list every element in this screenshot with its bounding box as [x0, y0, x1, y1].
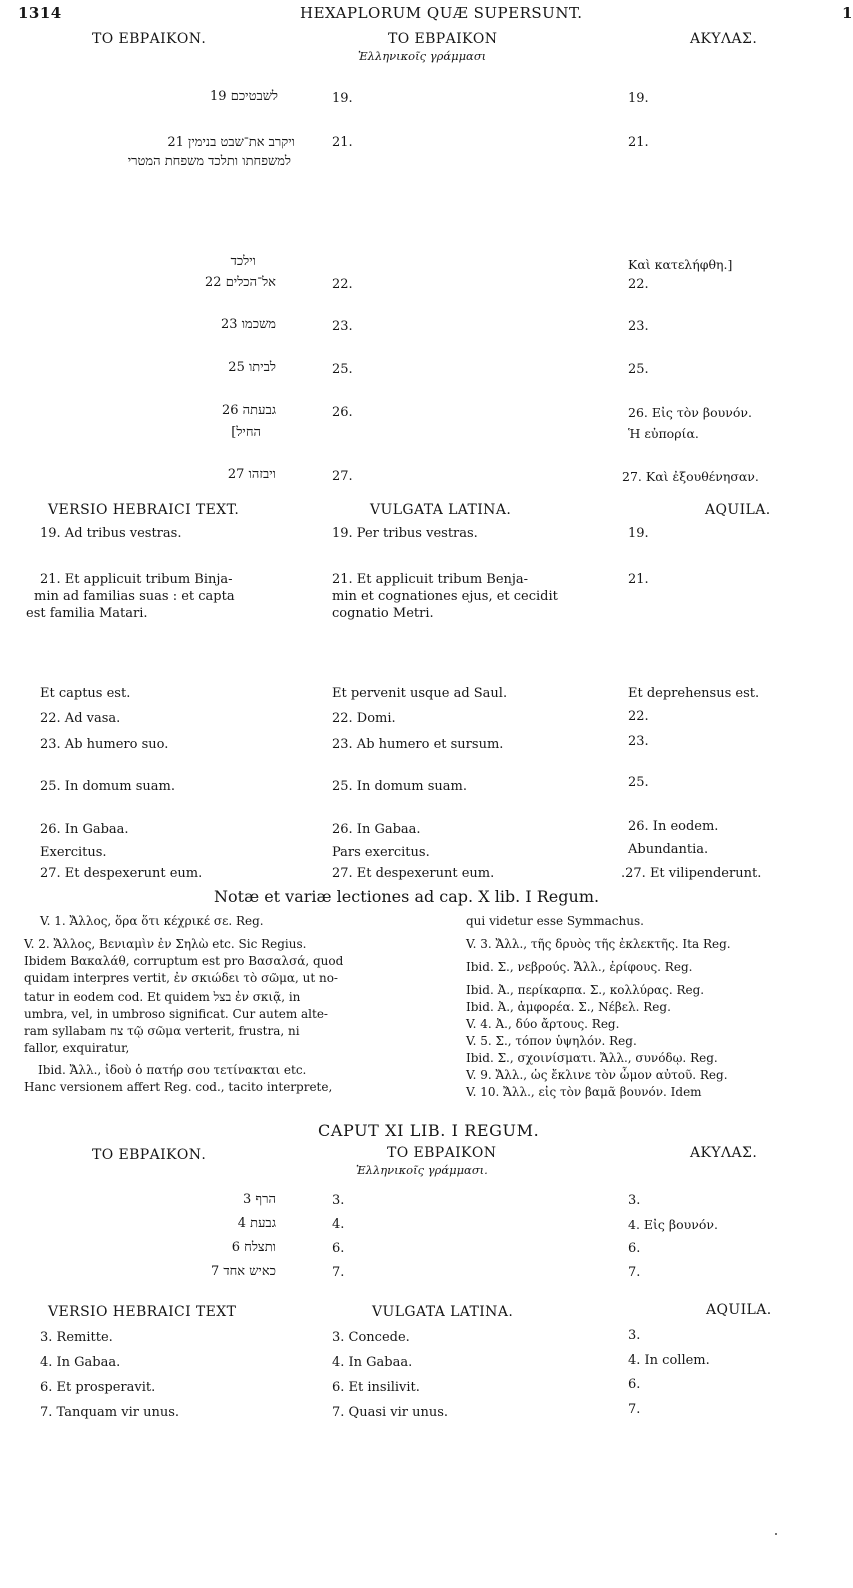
caput-aquila-latin-line: 4. In collem.: [628, 1353, 710, 1368]
note-line: Ibid. Σ., νεβρούς. Ἄλλ., ἐρίφους. Reg.: [466, 960, 693, 974]
note-line: V. 4. Ἀ., δύο ἄρτους. Reg.: [466, 1017, 620, 1031]
versio-line: 27. Et despexerunt eum.: [40, 866, 203, 881]
aquila-latin-line: 22.: [628, 709, 649, 724]
aquila-verse: 25.: [628, 362, 649, 377]
translit-verse: 25.: [332, 362, 353, 377]
caput-translit-verse: 4.: [332, 1217, 345, 1232]
note-line: Ibid. Ἄλλ., ἰδοὺ ὁ πατήρ σου τετίνακται etc.: [38, 1063, 307, 1077]
aquila-latin-line: 26. In eodem.: [628, 819, 719, 834]
caput-aquila-verse: 7.: [628, 1265, 641, 1280]
vulgata-line: Pars exercitus.: [332, 845, 430, 860]
note-line: Ibid. Σ., σχοινίσματι. Ἄλλ., συνόδῳ. Reg.: [466, 1051, 718, 1065]
hebrew-line: ויקרב את־שבט בנימין 21: [167, 135, 295, 150]
note-line: quidam interpres vertit, ἐν σκιώδει τὸ σῶμα, ut no-: [24, 971, 338, 985]
caput-vulgata-line: 7. Quasi vir unus.: [332, 1405, 449, 1420]
note-line: V. 9. Ἄλλ., ὡς ἔκλινε τὸν ὦμον αὐτοῦ. Reg.: [466, 1068, 728, 1082]
translit-verse: 22.: [332, 277, 353, 292]
versio-line: Et captus est.: [40, 686, 131, 701]
aquila-latin-line: Et deprehensus est.: [628, 686, 760, 701]
translit-verse: 26.: [332, 405, 353, 420]
hebrew-line: משכמו 23: [221, 317, 276, 332]
versio-line: est familia Matari.: [26, 606, 148, 621]
translit-column-subheader: Ἑλληνικοῖς γράμμασι: [358, 49, 487, 63]
vulgata-line: min et cognationes ejus, et cecidit: [332, 589, 558, 604]
hebrew-column-header: ΤΟ ΕΒΡΑΙΚΟΝ.: [92, 31, 207, 47]
note-line: V. 1. Ἄλλος, ὅρα ὅτι κέχρικέ σε. Reg.: [40, 914, 264, 928]
aquila-verse: 26. Εἰς τὸν βουνόν.: [628, 405, 752, 420]
note-line: V. 5. Σ., τόπον ὑψηλόν. Reg.: [466, 1034, 637, 1048]
versio-line: 22. Ad vasa.: [40, 711, 121, 726]
translit-column-header: ΤΟ ΕΒΡΑΙΚΟΝ: [388, 31, 498, 47]
caput-vulgata-line: 3. Concede.: [332, 1330, 410, 1345]
caput-versio-line: 6. Et prosperavit.: [40, 1380, 156, 1395]
caput-aquila-verse: 4. Εἰς βουνόν.: [628, 1217, 718, 1232]
aquila-latin-line: 19.: [628, 526, 649, 541]
translit-verse: 23.: [332, 319, 353, 334]
aquila-verse: Ἡ εὐπορία.: [628, 426, 699, 441]
vulgata-line: 26. In Gabaa.: [332, 822, 421, 837]
note-line: tatur in eodem cod. Et quidem בצל ἐν σκιᾷ, in: [24, 990, 301, 1004]
page-number: 1314: [18, 4, 62, 22]
caput-vulgata-line: 4. In Gabaa.: [332, 1355, 413, 1370]
caput-hebrew-line: גבעת 4: [237, 1216, 276, 1231]
hebrew-line: ויבזהו 27: [227, 467, 276, 482]
versio-line: 21. Et applicuit tribum Binja-: [40, 572, 233, 587]
vulgata-line: 22. Domi.: [332, 711, 396, 726]
caput-vulgata-header: VULGATA LATINA.: [372, 1304, 514, 1320]
notes-title: Notæ et variæ lectiones ad cap. X lib. I Regum.: [214, 887, 600, 906]
caput-translit-verse: 7.: [332, 1265, 345, 1280]
versio-line: 19. Ad tribus vestras.: [40, 526, 182, 541]
caput-translit-verse: 3.: [332, 1193, 345, 1208]
aquila-verse: 27. Καὶ ἐξουθένησαν.: [622, 469, 759, 484]
note-line: V. 3. Ἄλλ., τῆς δρυὸς τῆς ἐκλεκτῆς. Ita Reg.: [466, 937, 731, 951]
aquila-verse: 19.: [628, 91, 649, 106]
caput-translit-verse: 6.: [332, 1241, 345, 1256]
translit-verse: 27.: [332, 469, 353, 484]
caput-hebrew-line: כאיש אחד 7: [210, 1264, 276, 1279]
aquila-latin-column-header: AQUILA.: [705, 502, 771, 518]
caput-aquila-latin-line: 6.: [628, 1377, 641, 1392]
caput-title: CAPUT XI LIB. I REGUM.: [318, 1121, 540, 1140]
vulgata-line: 21. Et applicuit tribum Benja-: [332, 572, 529, 587]
caput-vulgata-line: 6. Et insilivit.: [332, 1380, 420, 1395]
vulgata-line: cognatio Metri.: [332, 606, 434, 621]
note-line: fallor, exquiratur,: [24, 1041, 130, 1055]
aquila-verse: 21.: [628, 135, 649, 150]
versio-line: min ad familias suas : et capta: [34, 589, 235, 604]
caput-hebrew-header: ΤΟ ΕΒΡΑΙΚΟΝ.: [92, 1147, 207, 1163]
vulgata-line: 27. Et despexerunt eum.: [332, 866, 495, 881]
note-line: Ibid. Ἀ., ἀμφορέα. Σ., Νέβελ. Reg.: [466, 1000, 671, 1014]
aquila-latin-line: 21.: [628, 572, 649, 587]
stray-mark: [775, 1533, 777, 1535]
versio-line: Exercitus.: [40, 845, 107, 860]
vulgata-line: 19. Per tribus vestras.: [332, 526, 478, 541]
note-line: Ibidem Βακαλάθ, corruptum est pro Βασαλσά, quod: [24, 954, 344, 968]
caput-aquila-latin-header: AQUILA.: [706, 1302, 772, 1318]
caput-translit-header: ΤΟ ΕΒΡΑΙΚΟΝ: [387, 1145, 497, 1161]
note-line: qui videtur esse Symmachus.: [466, 914, 644, 928]
caput-aquila-latin-line: 3.: [628, 1328, 641, 1343]
caput-versio-line: 3. Remitte.: [40, 1330, 113, 1345]
caput-versio-line: 4. In Gabaa.: [40, 1355, 121, 1370]
versio-column-header: VERSIO HEBRAICI TEXT.: [48, 502, 240, 518]
aquila-verse: 23.: [628, 319, 649, 334]
caput-versio-line: 7. Tanquam vir unus.: [40, 1405, 179, 1420]
translit-verse: 21.: [332, 135, 353, 150]
caput-aquila-verse: 6.: [628, 1241, 641, 1256]
translit-verse: 19.: [332, 91, 353, 106]
note-line: Ibid. Ἀ., περίκαρπα. Σ., κολλύρας. Reg.: [466, 983, 705, 997]
hebrew-line: לשבטיכם 19: [210, 89, 278, 104]
aquila-latin-line: Abundantia.: [628, 842, 709, 857]
aquila-latin-line: 23.: [628, 734, 649, 749]
vulgata-line: Et pervenit usque ad Saul.: [332, 686, 508, 701]
hebrew-line: למשפחתו ותלכד משפחת המטרי: [127, 154, 291, 169]
running-title: HEXAPLORUM QUÆ SUPERSUNT.: [300, 4, 583, 22]
note-line: V. 10. Ἄλλ., εἰς τὸν βαμᾶ βουνόν. Idem: [466, 1085, 702, 1099]
hebrew-line: אל־הכלים 22: [205, 275, 276, 290]
hebrew-line: גבעתה 26: [222, 403, 276, 418]
hebrew-line: החיל]: [231, 425, 261, 440]
aquila-column-header: ΑΚΥΛΑΣ.: [690, 31, 758, 47]
note-line: V. 2. Ἄλλος, Βενιαμὶν ἐν Σηλὼ etc. Sic Regius.: [24, 937, 307, 951]
caput-versio-header: VERSIO HEBRAICI TEXT: [48, 1304, 237, 1320]
caput-hebrew-line: הרף 3: [242, 1192, 276, 1207]
aquila-latin-line: .27. Et vilipenderunt.: [621, 866, 762, 881]
hebrew-line: וילכד: [230, 254, 256, 269]
caput-translit-subheader: Ἑλληνικοῖς γράμμασι.: [356, 1163, 488, 1177]
note-line: ram syllabam צח τῷ σῶμα verterit, frustra, ni: [24, 1024, 300, 1038]
caput-hebrew-line: ותצלח 6: [231, 1240, 276, 1255]
caput-aquila-header: ΑΚΥΛΑΣ.: [690, 1145, 758, 1161]
caput-aquila-latin-line: 7.: [628, 1402, 641, 1417]
vulgata-column-header: VULGATA LATINA.: [370, 502, 512, 518]
aquila-verse: Καὶ κατελήφθη.]: [628, 257, 733, 272]
aquila-latin-line: 25.: [628, 775, 649, 790]
caput-aquila-verse: 3.: [628, 1193, 641, 1208]
versio-line: 25. In domum suam.: [40, 779, 176, 794]
vulgata-line: 25. In domum suam.: [332, 779, 468, 794]
note-line: umbra, vel, in umbroso significat. Cur autem alte-: [24, 1007, 328, 1021]
hebrew-line: לביתו 25: [228, 360, 276, 375]
versio-line: 26. In Gabaa.: [40, 822, 129, 837]
vulgata-line: 23. Ab humero et sursum.: [332, 737, 504, 752]
edge-mark: 1: [842, 4, 853, 22]
note-line: Hanc versionem affert Reg. cod., tacito interprete,: [24, 1080, 333, 1094]
versio-line: 23. Ab humero suo.: [40, 737, 169, 752]
aquila-verse: 22.: [628, 277, 649, 292]
